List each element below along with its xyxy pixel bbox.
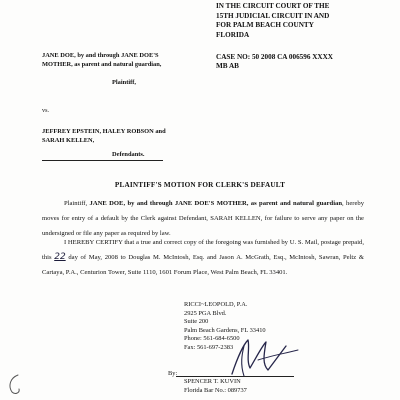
- certificate-of-service: [42, 235, 364, 281]
- handwritten-signature: [214, 334, 310, 380]
- plaintiff-role: Plaintiff,: [112, 79, 136, 86]
- firm-phone: Phone: 561-684-6500: [184, 335, 240, 343]
- plaintiff-line-2: MOTHER, as parent and natural guardian,: [42, 61, 162, 69]
- motion-p1-parties: JANE DOE, by and through JANE DOE'S MOTHER, as parent and natural guardian: [89, 200, 342, 207]
- court-line-3: FOR PALM BEACH COUNTY: [216, 21, 314, 30]
- firm-name: RICCI~LEOPOLD, P.A.: [184, 301, 248, 308]
- firm-address-2: Suite 200: [184, 318, 209, 326]
- case-number-line-2: MB AB: [216, 62, 239, 71]
- signer-bar-number: Florida Bar No.: 089737: [184, 386, 247, 394]
- handwritten-day: 22: [54, 252, 66, 263]
- signature-line: [176, 376, 294, 377]
- firm-fax: Fax: 561-697-2383: [184, 343, 234, 351]
- defendants-name: [42, 127, 202, 146]
- plaintiff-name: [42, 51, 192, 70]
- defendants-role: Defendants.: [112, 151, 145, 158]
- stray-pen-mark: [4, 372, 26, 396]
- motion-title: PLAINTIFF'S MOTION FOR CLERK'S DEFAULT: [114, 181, 286, 189]
- motion-p1-body: , hereby moves for entry of a default by the Clerk against Defendant, SARAH KELLEN, for failure to serve any paper on the undersigned or file any paper as required by law.: [42, 200, 364, 238]
- firm-address-1: 2925 PGA Blvd.: [184, 309, 227, 317]
- firm-address-3: Palm Beach Gardens, FL 33410: [184, 326, 266, 334]
- versus-label: vs.: [42, 107, 50, 114]
- case-number-line-1: CASE NO: 50 2008 CA 006596 XXXX: [216, 53, 333, 61]
- case-number: [216, 53, 366, 72]
- court-line-1: IN THE CIRCUIT COURT OF THE: [216, 2, 330, 10]
- court-line-2: 15TH JUDICIAL CIRCUIT IN AND: [216, 11, 330, 20]
- motion-p1-lead: Plaintiff,: [64, 200, 90, 207]
- signature-by-label: By:: [168, 370, 178, 377]
- plaintiff-line-1: JANE DOE, by and through JANE DOE'S: [42, 52, 159, 59]
- certificate-body: day of May, 2008 to Douglas M. McIntosh, Esq. and Jason A. McGrath, Esq., McIntosh, Sawran, Peltz & Cartaya, P.A., Centurion Tower, Suite 1110, 1601 Forum Place, West Palm Beach, FL 33401.: [42, 254, 364, 277]
- signer-block: [184, 378, 247, 395]
- defendants-line-1: JEFFREY EPSTEIN, HALEY ROBSON and: [42, 128, 166, 135]
- defendants-line-2: SARAH KELLEN,: [42, 137, 95, 145]
- court-line-4: FLORIDA: [216, 30, 250, 39]
- certificate-lead: I HEREBY CERTIFY that a true and correct copy of the foregoing was furnished by U. S. Mail, postage prepaid, this: [42, 239, 364, 262]
- signer-name: SPENCER T. KUVIN: [184, 378, 241, 385]
- caption-divider: [42, 160, 163, 161]
- court-caption: [216, 2, 396, 40]
